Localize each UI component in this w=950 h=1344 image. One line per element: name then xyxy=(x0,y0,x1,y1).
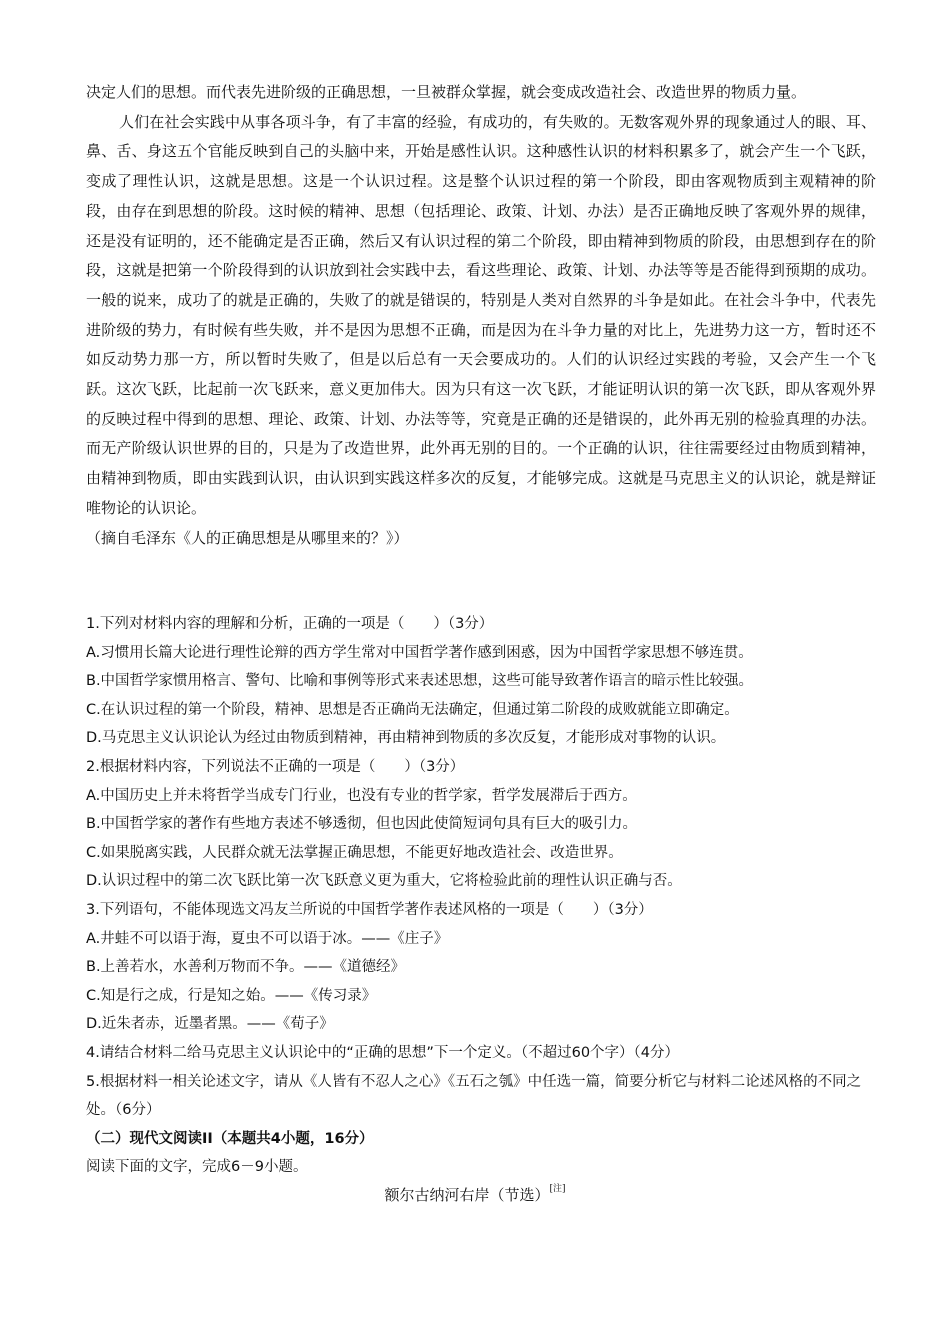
section-instruction: 阅读下面的文字，完成6－9小题。 xyxy=(86,1159,308,1176)
passage-source: （摘自毛泽东《人的正确思想是从哪里来的？》） xyxy=(86,528,409,547)
section-heading: （二）现代文阅读II（本题共4小题，16分） xyxy=(86,1130,374,1147)
question-4: 4.请结合材料二给马克思主义认识论中的“正确的思想”下一个定义。（不超过60个字）（4分） xyxy=(86,1044,680,1061)
passage-title xyxy=(0,1184,950,1205)
question-1-option-d: D.马克思主义认识论认为经过由物质到精神，再由精神到物质的多次反复，才能形成对事物的认识。 xyxy=(86,730,726,747)
passage-paragraph-1: 决定人们的思想。而代表先进阶级的正确思想，一旦被群众掌握，就会变成改造社会、改造世界的物质力量。 xyxy=(86,83,807,101)
question-2-option-b: B.中国哲学家的著作有些地方表述不够透彻，但也因此使简短词句具有巨大的吸引力。 xyxy=(86,816,638,833)
question-3-stem: 3.下列语句，不能体现选文冯友兰所说的中国哲学著作表述风格的一项是（ ）（3分） xyxy=(86,901,653,918)
question-1-option-c: C.在认识过程的第一个阶段，精神、思想是否正确尚无法确定，但通过第二阶段的成败就能立即确定。 xyxy=(86,701,739,718)
passage-title-text: 额尔古纳河右岸（节选） xyxy=(384,1186,550,1204)
passage-paragraph-2: 人们在社会实践中从事各项斗争，有了丰富的经验，有成功的，有失败的。无数客观外界的现象通过人的眼、耳、鼻、舌、身这五个官能反映到自己的头脑中来，开始是感性认识。这种感性认识的材料积累多了，就会产生一个飞跃，变成了理性认识，这就是思想。这是一个认识过程。这是整个认识过程的第一个阶段，即由客观物质到主观精神的阶段，由存在到思想的阶段。这时候的精神、思想（包括理论、政策、计划、办法）是否正确地反映了客观外界的规律，还是没有证明的，还不能确定是否正确，然后又有认识过程的第二个阶段，即由精神到物质的阶段，由思想到存在的阶段，这就是把第一个阶段得到的认识放到社会实践中去，看这些理论、政策、计划、办法等等是否能得到预期的成功。一般的说来，成功了的就是正确的，失败了的就是错误的，特别是人类对自然界的斗争是如此。在社会斗争中，代表先进阶级的势力，有时候有些失败，并不是因为思想不正确，而是因为在斗争力量的对比上，先进势力这一方，暂时还不如反动势力那一方，所以暂时失败了，但是以后总有一天会要成功的。人们的认识经过实践的考验，又会产生一个飞跃。这次飞跃，比起前一次飞跃来，意义更加伟大。因为只有这一次飞跃，才能证明认识的第一次飞跃，即从客观外界的反映过程中得到的思想、理论、政策、计划、办法等等，究竟是正确的还是错误的，此外再无别的检验真理的办法。而无产阶级认识世界的目的，只是为了改造世界，此外再无别的目的。一个正确的认识，往往需要经过由物质到精神，由精神到物质，即由实践到认识，由认识到实践这样多次的反复，才能够完成。这就是马克思主义的认识论，就是辩证唯物论的认识论。 xyxy=(86,112,876,517)
question-2-option-c: C.如果脱离实践，人民群众就无法掌握正确思想，不能更好地改造社会、改造世界。 xyxy=(86,844,623,861)
footnote-marker: [注] xyxy=(549,1184,566,1194)
question-5: 5.根据材料一相关论述文字，请从《人皆有不忍人之心》《五石之瓠》中任选一篇，简要分析它与材料二论述风格的不同之处。（6分） xyxy=(86,1073,862,1119)
question-1-option-a: A.习惯用长篇大论进行理性论辩的西方学生常对中国哲学著作感到困惑，因为中国哲学家思想不够连贯。 xyxy=(86,644,753,661)
question-2-stem: 2.根据材料内容，下列说法不正确的一项是（ ）（3分） xyxy=(86,758,465,775)
question-3-option-d: D.近朱者赤，近墨者黑。——《荀子》 xyxy=(86,1016,334,1033)
question-2-option-d: D.认识过程中的第二次飞跃比第一次飞跃意义更为重大，它将检验此前的理性认识正确与否。 xyxy=(86,873,682,890)
question-2-option-a: A.中国历史上并未将哲学当成专门行业，也没有专业的哲学家，哲学发展滞后于西方。 xyxy=(86,787,637,804)
reading-passage xyxy=(86,78,876,553)
question-3-option-a: A.井蛙不可以语于海，夏虫不可以语于冰。——《庄子》 xyxy=(86,930,449,947)
question-list xyxy=(86,610,876,1182)
question-3-option-c: C.知是行之成，行是知之始。——《传习录》 xyxy=(86,987,377,1004)
question-1-option-b: B.中国哲学家惯用格言、警句、比喻和事例等形式来表述思想，这些可能导致著作语言的暗示性比较强。 xyxy=(86,673,754,690)
question-3-option-b: B.上善若水，水善利万物而不争。——《道德经》 xyxy=(86,959,406,976)
question-1-stem: 1.下列对材料内容的理解和分析，正确的一项是（ ）（3分） xyxy=(86,616,494,632)
